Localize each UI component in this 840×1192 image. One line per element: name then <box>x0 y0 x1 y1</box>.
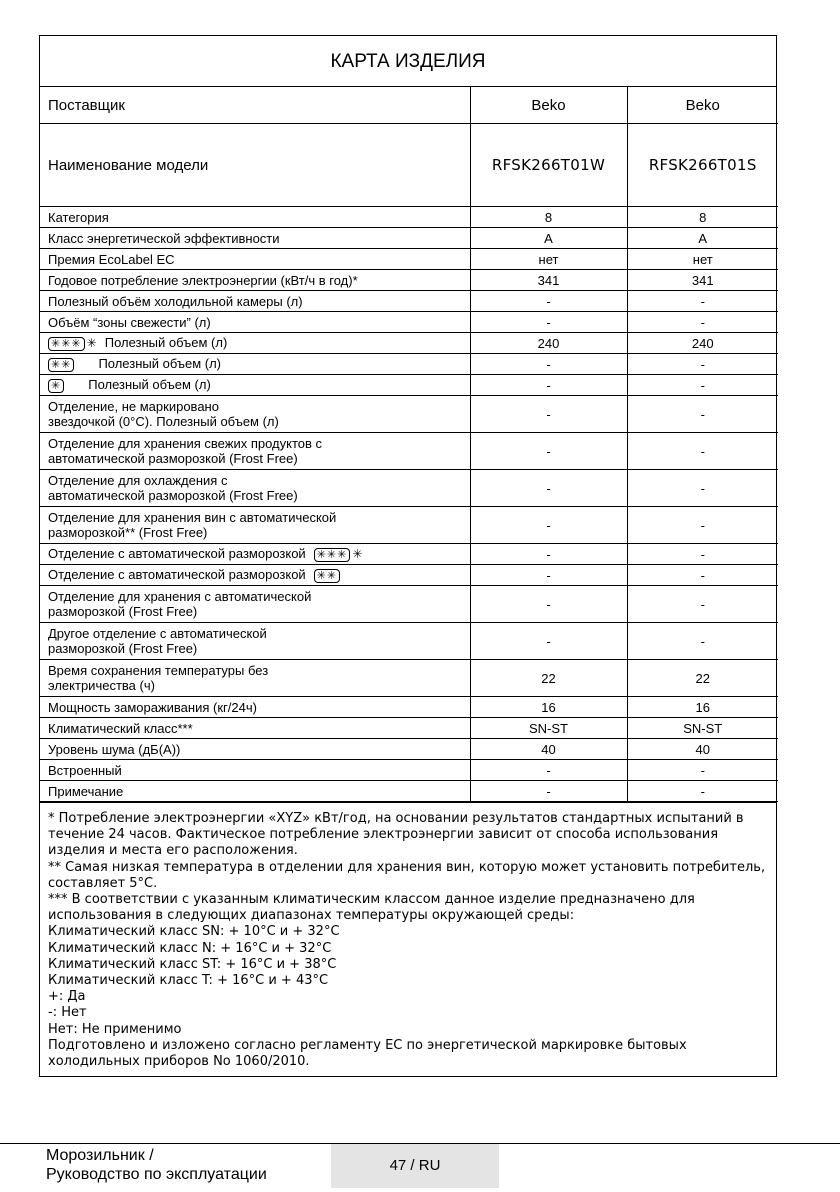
row-value-1: A <box>470 228 627 249</box>
row-value-2: - <box>627 507 778 544</box>
model-value-1: RFSK266T01W <box>470 124 627 207</box>
row-value-2: нет <box>627 249 778 270</box>
row-value-1: 341 <box>470 270 627 291</box>
row-value-2: 240 <box>627 333 778 354</box>
product-card <box>39 35 777 1077</box>
supplier-value-2: Beko <box>627 87 778 124</box>
row-label: Категория <box>40 207 470 228</box>
table-row <box>40 291 778 312</box>
row-value-1: - <box>470 433 627 470</box>
row-label <box>40 433 470 470</box>
row-label-line-1: Отделение для охлаждения с <box>48 473 228 488</box>
row-value-1: 240 <box>470 333 627 354</box>
table-row <box>40 544 778 565</box>
footnote-line: Климатический класс N: + 16°C и + 32°C <box>48 940 332 956</box>
row-value-2: - <box>627 760 778 781</box>
row-label: Класс энергетической эффективности <box>40 228 470 249</box>
row-value-2: A <box>627 228 778 249</box>
row-value-1: - <box>470 396 627 433</box>
table-row <box>40 396 778 433</box>
row-value-2: - <box>627 312 778 333</box>
row-label <box>40 623 470 660</box>
row-label: Премия EcoLabel EC <box>40 249 470 270</box>
row-label: Климатический класс*** <box>40 718 470 739</box>
footer-line-1: Морозильник / <box>46 1147 154 1164</box>
row-value-1: - <box>470 291 627 312</box>
extra-star-icon: ✳ <box>86 336 97 350</box>
row-label-text: Полезный объем (л) <box>88 377 211 392</box>
row-value-1: - <box>470 470 627 507</box>
table-row <box>40 470 778 507</box>
row-label <box>40 396 470 433</box>
row-label <box>40 544 470 565</box>
footnote-line: +: Да <box>48 989 86 1005</box>
row-label: Объём “зоны свежести” (л) <box>40 312 470 333</box>
table-row-model <box>40 124 778 207</box>
row-label-line-2: электричества (ч) <box>48 678 155 693</box>
row-value-2: - <box>627 396 778 433</box>
row-value-1: 40 <box>470 739 627 760</box>
row-label: Примечание <box>40 781 470 802</box>
row-value-1: - <box>470 586 627 623</box>
row-value-2: 40 <box>627 739 778 760</box>
row-label-line-2: автоматической разморозкой (Frost Free) <box>48 451 298 466</box>
row-label <box>40 375 470 396</box>
model-label: Наименование модели <box>40 124 470 207</box>
row-value-2: 22 <box>627 660 778 697</box>
footer-title <box>46 1146 267 1184</box>
row-value-1: - <box>470 354 627 375</box>
row-value-2: - <box>627 433 778 470</box>
row-label-text: Полезный объем (л) <box>98 356 222 371</box>
table-row <box>40 228 778 249</box>
row-label-line-2: звездочкой (0°C). Полезный объем (л) <box>48 414 279 429</box>
footnote-line: Климатический класс SN: + 10°C и + 32°C <box>48 924 340 940</box>
row-label <box>40 507 470 544</box>
footnote-line: -: Нет <box>48 1005 87 1021</box>
table-row <box>40 781 778 802</box>
row-value-1: - <box>470 312 627 333</box>
row-label-line-2: автоматической разморозкой (Frost Free) <box>48 488 298 503</box>
card-title: КАРТА ИЗДЕЛИЯ <box>40 36 776 87</box>
row-value-2: - <box>627 623 778 660</box>
table-row <box>40 312 778 333</box>
row-value-2: 8 <box>627 207 778 228</box>
table-row <box>40 333 778 354</box>
row-value-2: SN-ST <box>627 718 778 739</box>
row-value-2: 341 <box>627 270 778 291</box>
table-row <box>40 565 778 586</box>
table-row <box>40 718 778 739</box>
table-row <box>40 433 778 470</box>
table-row <box>40 354 778 375</box>
table-row <box>40 697 778 718</box>
row-label-line-1: Отделение для хранения вин с автоматической <box>48 510 337 525</box>
row-label-line-1: Отделение, не маркировано <box>48 399 219 414</box>
row-value-2: - <box>627 586 778 623</box>
footnote-line: Климатический класс T: + 16°C и + 43°C <box>48 973 329 989</box>
table-row <box>40 270 778 291</box>
row-value-2: 16 <box>627 697 778 718</box>
footnote-line: * Потребление электроэнергии «XYZ» кВт/год, на основании результатов стандартных испытаний в течение 24 часов. Фактическое потребление электроэнергии зависит от способа использования изделия и места его расположения. <box>48 811 744 859</box>
row-label: Полезный объём холодильной камеры (л) <box>40 291 470 312</box>
freezer-star-icon: ✳✳ <box>314 569 340 583</box>
table-row <box>40 207 778 228</box>
page-number: 47 / RU <box>331 1144 499 1188</box>
row-value-1: 16 <box>470 697 627 718</box>
footer-line-2: Руководство по эксплуатации <box>46 1166 267 1183</box>
table-row <box>40 507 778 544</box>
row-value-2: - <box>627 565 778 586</box>
row-label-line-1: Время сохранения температуры без <box>48 663 269 678</box>
footnote-line: Подготовлено и изложено согласно регламенту ЕС по энергетической маркировке бытовых холодильных приборов No 1060/2010. <box>48 1037 687 1070</box>
freezer-star-icon: ✳✳ <box>48 358 74 372</box>
freezer-star-icon: ✳✳✳ <box>48 337 85 351</box>
row-label-text: Отделение с автоматической разморозкой <box>48 546 306 561</box>
row-value-2: - <box>627 470 778 507</box>
row-label <box>40 660 470 697</box>
row-label-text: Полезный объем (л) <box>104 335 228 350</box>
table-row-supplier <box>40 87 778 124</box>
table-row <box>40 623 778 660</box>
row-value-1: - <box>470 565 627 586</box>
supplier-value-1: Beko <box>470 87 627 124</box>
extra-star-icon: ✳ <box>352 547 363 561</box>
row-label-line-1: Другое отделение с автоматической <box>48 626 267 641</box>
row-label: Встроенный <box>40 760 470 781</box>
row-value-1: нет <box>470 249 627 270</box>
row-label <box>40 586 470 623</box>
row-label-line-2: разморозкой** (Frost Free) <box>48 525 208 540</box>
freezer-star-icon: ✳ <box>48 379 64 393</box>
row-label-line-2: разморозкой (Frost Free) <box>48 641 198 656</box>
row-label: Годовое потребление электроэнергии (кВт/ч в год)* <box>40 270 470 291</box>
spec-table-body <box>40 87 778 802</box>
row-value-1: SN-ST <box>470 718 627 739</box>
table-row <box>40 375 778 396</box>
table-row <box>40 586 778 623</box>
row-value-1: - <box>470 760 627 781</box>
row-label-text: Отделение с автоматической разморозкой <box>48 567 306 582</box>
row-value-1: - <box>470 623 627 660</box>
footnote-line: Нет: Не применимо <box>48 1021 182 1037</box>
row-value-2: - <box>627 291 778 312</box>
footnotes <box>40 802 776 1076</box>
row-value-1: 8 <box>470 207 627 228</box>
row-value-1: - <box>470 375 627 396</box>
row-value-2: - <box>627 781 778 802</box>
row-label <box>40 354 470 375</box>
row-value-2: - <box>627 354 778 375</box>
footnote-line: ** Самая низкая температура в отделении для хранения вин, которую может установить потребитель, составляет 5°C. <box>48 859 766 891</box>
table-row <box>40 739 778 760</box>
supplier-label: Поставщик <box>40 87 470 124</box>
row-value-2: - <box>627 375 778 396</box>
row-label <box>40 565 470 586</box>
model-value-2: RFSK266T01S <box>627 124 778 207</box>
footnote-line: *** В соответствии с указанным климатическим классом данное изделие предназначено для использования в следующих диапазонах температуры окружающей среды: <box>48 892 695 924</box>
row-value-1: - <box>470 781 627 802</box>
row-label <box>40 333 470 354</box>
freezer-star-icon: ✳✳✳ <box>314 548 351 562</box>
row-label-line-1: Отделение для хранения свежих продуктов с <box>48 436 323 451</box>
table-row <box>40 249 778 270</box>
row-value-2: - <box>627 544 778 565</box>
row-value-1: - <box>470 507 627 544</box>
table-row <box>40 760 778 781</box>
footnote-line: Климатический класс ST: + 16°C и + 38°C <box>48 956 337 972</box>
row-label <box>40 470 470 507</box>
row-label-line-2: разморозкой (Frost Free) <box>48 604 198 619</box>
spec-table <box>40 87 778 802</box>
row-label: Уровень шума (дБ(A)) <box>40 739 470 760</box>
row-value-1: 22 <box>470 660 627 697</box>
table-row <box>40 660 778 697</box>
row-value-1: - <box>470 544 627 565</box>
row-label: Мощность замораживания (кг/24ч) <box>40 697 470 718</box>
row-label-line-1: Отделение для хранения с автоматической <box>48 589 312 604</box>
